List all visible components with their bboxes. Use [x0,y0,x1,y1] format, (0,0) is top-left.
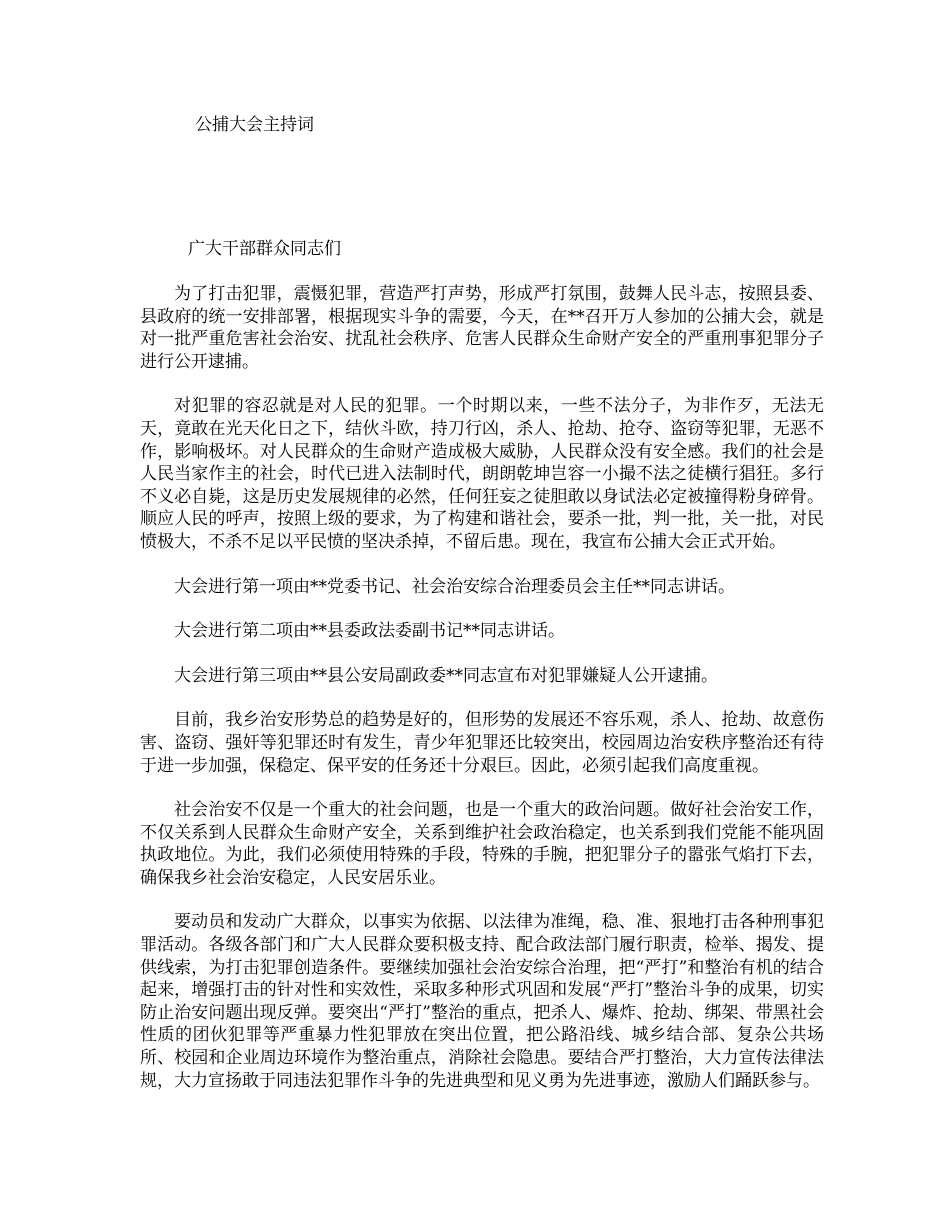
paragraph-opening: 为了打击犯罪，震慑犯罪，营造严打声势，形成严打氛围，鼓舞人民斗志，按照县委、县政府的统一安排部署，根据现实斗争的需要，今天，在**召开万人参加的公捕大会，就是对一批严重危害社会治安、扰乱社会秩序、危害人民群众生命财产安全的严重刑事犯罪分子进行公开逮捕。 [140,284,824,372]
paragraph-crime-tolerance: 对犯罪的容忍就是对人民的犯罪。一个时期以来，一些不法分子，为非作歹，无法无天，竟敢在光天化日之下，结伙斗欧，持刀行凶，杀人、抢劫、抢夺、盗窃等犯罪，无恶不作，影响极坏。对人民群众的生命财产造成极大威胁，人民群众没有安全感。我们的社会是人民当家作主的社会，时代已进入法制时代，朗朗乾坤岂容一小撮不法之徒横行猖狂。多行不义必自毙，这是历史发展规律的必然，任何狂妄之徒胆敢以身试法必定被撞得粉身碎骨。顺应人民的呼声，按照上级的要求，为了构建和谐社会，要杀一批，判一批，关一批，对民愤极大，不杀不足以平民愤的坚决杀掉，不留后患。现在，我宣布公捕大会正式开始。 [140,396,824,552]
paragraph-mobilize-masses: 要动员和发动广大群众，以事实为依据、以法律为准绳，稳、准、狠地打击各种刑事犯罪活动。各级各部门和广大人民群众要积极支持、配合政法部门履行职责，检举、揭发、提供线索，为打击犯罪创造条件。要继续加强社会治安综合治理，把“严打”和整治有机的结合起来，增强打击的针对性和实效性，采取多种形式巩固和发展“严打”整治斗争的成果，切实防止治安问题出现反弹。要突出“严打”整治的重点，把杀人、爆炸、抢劫、绑架、带黑社会性质的团伙犯罪等严重暴力性犯罪放在突出位置，把公路沿线、城乡结合部、复杂公共场所、校园和企业周边环境作为整治重点，消除社会隐患。要结合严打整治，大力宣传法律法规，大力宣扬敢于同违法犯罪作斗争的先进典型和见义勇为先进事迹，激励人们踊跃参与。 [140,912,824,1091]
paragraph-agenda-item-2: 大会进行第二项由**县委政法委副书记**同志讲话。 [174,621,565,642]
paragraph-agenda-item-1: 大会进行第一项由**党委书记、社会治安综合治理委员会主任**同志讲话。 [174,576,735,597]
salutation: 广大干部群众同志们 [188,239,341,259]
document-title: 公捕大会主持词 [195,115,314,135]
paragraph-agenda-item-3: 大会进行第三项由**县公安局副政委**同志宣布对犯罪嫌疑人公开逮捕。 [174,665,718,686]
paragraph-political-importance: 社会治安不仅是一个重大的社会问题，也是一个重大的政治问题。做好社会治安工作，不仅关系到人民群众生命财产安全，关系到维护社会政治稳定，也关系到我们党能不能巩固执政地位。为此，我们必须使用特殊的手段，特殊的手腕，把犯罪分子的嚣张气焰打下去，确保我乡社会治安稳定，人民安居乐业。 [140,800,824,888]
document-body [140,283,824,1114]
paragraph-security-situation: 目前，我乡治安形势总的趋势是好的，但形势的发展还不容乐观，杀人、抢劫、故意伤害、盗窃、强奸等犯罪还时有发生，青少年犯罪还比较突出，校园周边治安秩序整治还有待于进一步加强，保稳定、保平安的任务还十分艰巨。因此，必须引起我们高度重视。 [140,710,824,776]
